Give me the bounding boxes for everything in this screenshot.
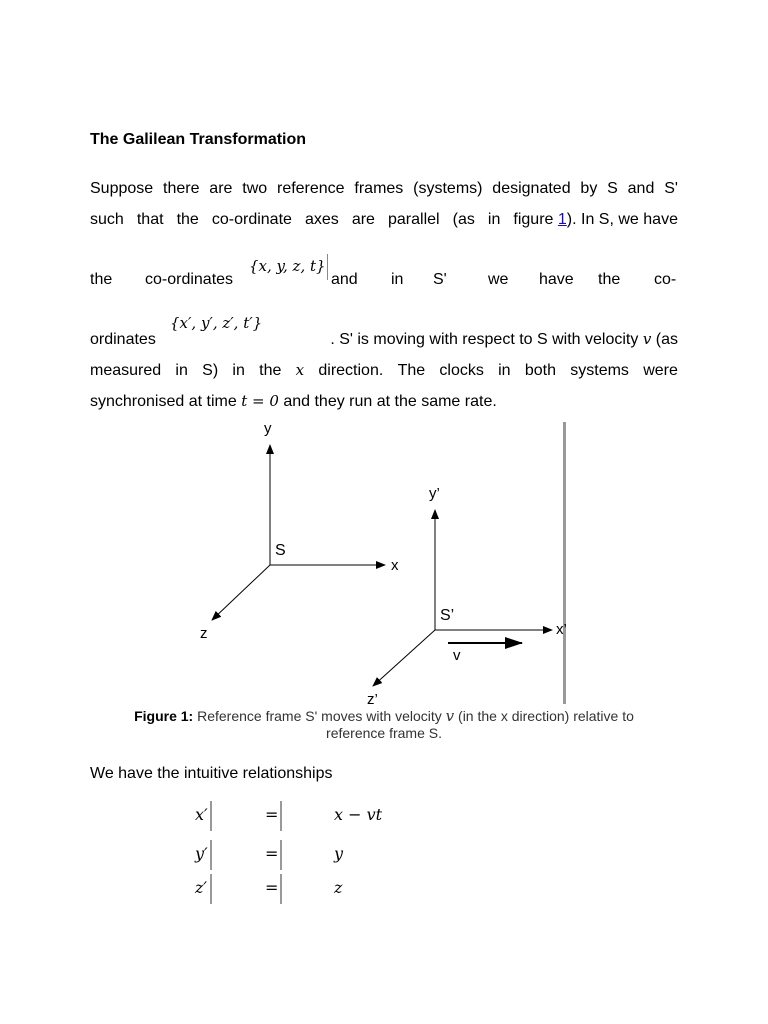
equation-equals: = [265,878,279,897]
word: and they run at the same rate. [283,393,497,410]
word: in [498,362,511,379]
word: two [242,180,268,197]
word: and [627,180,655,197]
equation-column-bar [280,840,282,870]
equation-equals: = [265,805,279,824]
word: parallel [387,211,440,228]
caption-text-b: (in the x direction) relative to [454,708,634,724]
figure-ref-group [513,210,678,230]
paragraph-line-2 [90,210,678,230]
paragraph-line-4 [90,329,678,350]
word: designated [492,180,571,197]
equation-column-bar [280,801,282,831]
label-sprime: S’ [440,607,455,624]
label-xprime: x’ [556,621,567,638]
label-z: z [200,625,208,642]
word: we [488,271,509,288]
word: the [176,211,199,228]
line4-middle [330,329,678,350]
figure-edge-bar [563,422,566,704]
word: S' [433,271,447,288]
equation-rhs: z [334,878,343,897]
word: direction. [318,362,384,379]
word: clocks [439,362,484,379]
word: S [607,180,618,197]
word: ). In S, we have [566,211,678,228]
caption-text-a: Reference frame S' moves with velocity [193,708,446,724]
equation-rhs: x − vt [334,805,383,824]
word: the [90,271,113,288]
word: (systems) [413,180,483,197]
word: such [90,211,124,228]
coords-sprime-math: {x′, y′, z′, t′} [170,314,263,332]
label-y: y [264,420,272,437]
word: co- [654,271,677,288]
word: . S' is moving with respect to S with velocity [330,331,639,348]
equation-column-bar [210,801,212,831]
word: in [232,362,245,379]
x-symbol: x [295,361,305,379]
word: measured [90,362,162,379]
word: in [391,271,404,288]
word: the [598,271,621,288]
word: (as [452,211,475,228]
word: by [580,180,598,197]
word: co-ordinates [145,271,234,288]
equation-equals: = [265,844,279,863]
word: both [524,362,556,379]
word: figure [513,211,554,228]
word: in [175,362,188,379]
time-zero: t = 0 [241,392,279,410]
equation-lhs: x′ [195,805,208,824]
word: are [351,211,375,228]
word: the [259,362,282,379]
word: systems [570,362,629,379]
equation-column-bar [280,874,282,904]
word: axes [304,211,339,228]
label-yprime: y’ [429,485,440,502]
word: and [331,271,358,288]
word: reference [276,180,345,197]
caption-v: v [445,707,455,725]
s-z-axis [212,565,270,620]
figure-caption [90,708,678,742]
word: that [136,211,164,228]
sprime-z-axis [373,630,435,686]
caption-line-2: reference frame S. [326,725,442,741]
word: S) [202,362,219,379]
label-v: v [453,647,461,664]
coords-s-math: {x, y, z, t} [249,254,328,280]
word: co-ordinate [211,211,292,228]
paragraph-line-6 [90,391,497,412]
label-s: S [275,542,286,559]
equation-rhs: y [334,844,344,863]
word: (as [655,331,678,348]
velocity-symbol: v [642,330,652,348]
reference-frames-figure [190,420,580,710]
word: frames [354,180,404,197]
relations-intro: We have the intuitive relationships [90,765,333,782]
label-zprime: z’ [367,691,378,708]
word: synchronised at time [90,393,237,410]
paragraph-line-5 [90,360,678,381]
paragraph-line-1 [90,179,678,199]
equation-column-bar [210,840,212,870]
word: Suppose [90,180,154,197]
label-x: x [391,557,399,574]
word: were [643,362,678,379]
word: The [397,362,426,379]
equation-column-bar [210,874,212,904]
word: in [487,211,501,228]
figure-1-link[interactable]: 1 [557,211,567,228]
page-title: The Galilean Transformation [90,131,307,148]
word: have [539,271,574,288]
word: are [209,180,233,197]
equation-lhs: z′ [195,878,208,897]
equation-lhs: y′ [195,844,208,863]
word: S' [664,180,678,197]
word: ordinates [90,331,156,348]
caption-label: Figure 1: [134,708,194,724]
word: there [163,180,200,197]
